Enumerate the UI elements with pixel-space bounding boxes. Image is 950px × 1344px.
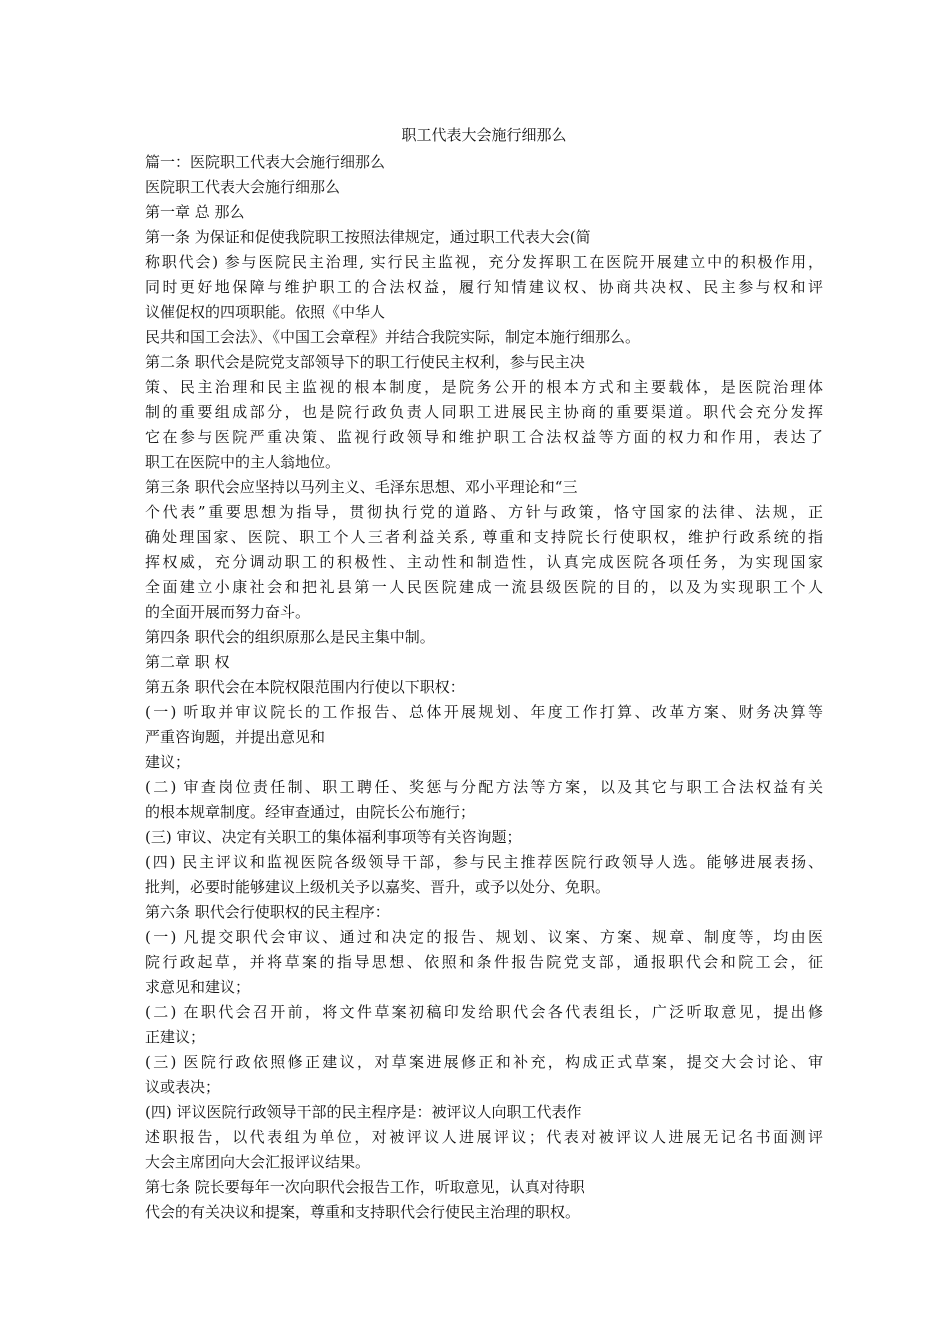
text-line: 第一条 为保证和促使我院职工按照法律规定，通过职工代表大会(简 — [145, 228, 591, 246]
text-line: (四) 评议医院行政领导干部的民主程序是：被评议人向职工代表作 — [145, 1103, 582, 1121]
text-line: 第五条 职代会在本院权限范围内行使以下职权： — [145, 678, 465, 696]
text-line: 批判，必要时能够建议上级机关予以嘉奖、晋升，或予以处分、免职。 — [145, 878, 611, 896]
text-line: 医院职工代表大会施行细那么 — [145, 178, 341, 196]
text-line: 的根本规章制度。经审查通过，由院长公布施行； — [145, 803, 476, 821]
text-line: 职工在医院中的主人翁地位。 — [145, 453, 341, 471]
text-line: (一) 听取并审议院长的工作报告、总体开展规划、年度工作打算、改革方案、财务决算等 — [145, 703, 823, 721]
text-line: (一) 凡提交职代会审议、通过和决定的报告、规划、议案、方案、规章、制度等，均由医 — [145, 928, 823, 946]
text-line: 全面建立小康社会和把礼县第一人民医院建成一流县级医院的目的，以及为实现职工个人 — [145, 578, 823, 596]
text-line: 第三条 职代会应坚持以马列主义、毛泽东思想、邓小平理论和“三 — [145, 478, 578, 496]
text-line: 个代表”重要思想为指导，贯彻执行党的道路、方针与政策，恪守国家的法律、法规，正 — [145, 503, 823, 521]
document-page — [145, 123, 823, 1225]
text-line: 称职代会) 参与医院民主治理, 实行民主监视，充分发挥职工在医院开展建立中的积极作用， — [145, 253, 823, 271]
text-line: 民共和国工会法》、《中国工会章程》并结合我院实际，制定本施行细那么。 — [145, 328, 641, 346]
text-line: 第七条 院长要每年一次向职代会报告工作，听取意见，认真对待职 — [145, 1178, 585, 1196]
text-line: 第二条 职代会是院党支部领导下的职工行使民主权利，参与民主决 — [145, 353, 585, 371]
document-body — [145, 150, 823, 1225]
text-line: 求意见和建议； — [145, 978, 251, 996]
text-line: 确处理国家、医院、职工个人三者利益关系, 尊重和支持院长行使职权，维护行政系统的指 — [145, 528, 823, 546]
text-line: 议或表决； — [145, 1078, 221, 1096]
text-line: 院行政起草，并将草案的指导思想、依照和条件报告院党支部，通报职代会和院工会，征 — [145, 953, 823, 971]
text-line: 建议； — [145, 753, 191, 771]
text-line: 第六条 职代会行使职权的民主程序： — [145, 903, 390, 921]
document-title: 职工代表大会施行细那么 — [401, 126, 567, 144]
text-line: 同时更好地保障与维护职工的合法权益，履行知情建议权、协商共决权、民主参与权和评 — [145, 278, 823, 296]
text-line: 述职报告，以代表组为单位，对被评议人进展评议；代表对被评议人进展无记名书面测评 — [145, 1128, 823, 1146]
text-line: 第四条 职代会的组织原那么是民主集中制。 — [145, 628, 435, 646]
text-line: 大会主席团向大会汇报评议结果。 — [145, 1153, 371, 1171]
text-line: 篇一：医院职工代表大会施行细那么 — [145, 153, 386, 171]
text-line: 正建议； — [145, 1028, 206, 1046]
text-line: 代会的有关决议和提案，尊重和支持职代会行使民主治理的职权。 — [145, 1203, 581, 1221]
text-line: (三) 审议、决定有关职工的集体福利事项等有关咨询题； — [145, 828, 522, 846]
text-line: (二) 审查岗位责任制、职工聘任、奖惩与分配方法等方案，以及其它与职工合法权益有关 — [145, 778, 823, 796]
text-line: 第一章 总 那么 — [145, 203, 245, 221]
text-line: 它在参与医院严重决策、监视行政领导和维护职工合法权益等方面的权力和作用，表达了 — [145, 428, 823, 446]
text-line: 挥权威，充分调动职工的积极性、主动性和制造性，认真完成医院各项任务，为实现国家 — [145, 553, 823, 571]
text-line: 严重咨询题，并提出意见和 — [145, 728, 326, 746]
text-line: (三) 医院行政依照修正建议，对草案进展修正和补充，构成正式草案，提交大会讨论、审 — [145, 1053, 823, 1071]
text-line: (四) 民主评议和监视医院各级领导干部，参与民主推荐医院行政领导人选。能够进展表扬、 — [145, 853, 823, 871]
text-line: 第二章 职 权 — [145, 653, 230, 671]
text-line: 策、民主治理和民主监视的根本制度，是院务公开的根本方式和主要载体，是医院治理体 — [145, 378, 823, 396]
text-line: 议催促权的四项职能。依照《中华人 — [145, 303, 386, 321]
text-line: 的全面开展而努力奋斗。 — [145, 603, 311, 621]
text-line: 制的重要组成部分，也是院行政负责人同职工进展民主协商的重要渠道。职代会充分发挥 — [145, 403, 823, 421]
text-line: (二) 在职代会召开前，将文件草案初稿印发给职代会各代表组长，广泛听取意见，提出修 — [145, 1003, 823, 1021]
